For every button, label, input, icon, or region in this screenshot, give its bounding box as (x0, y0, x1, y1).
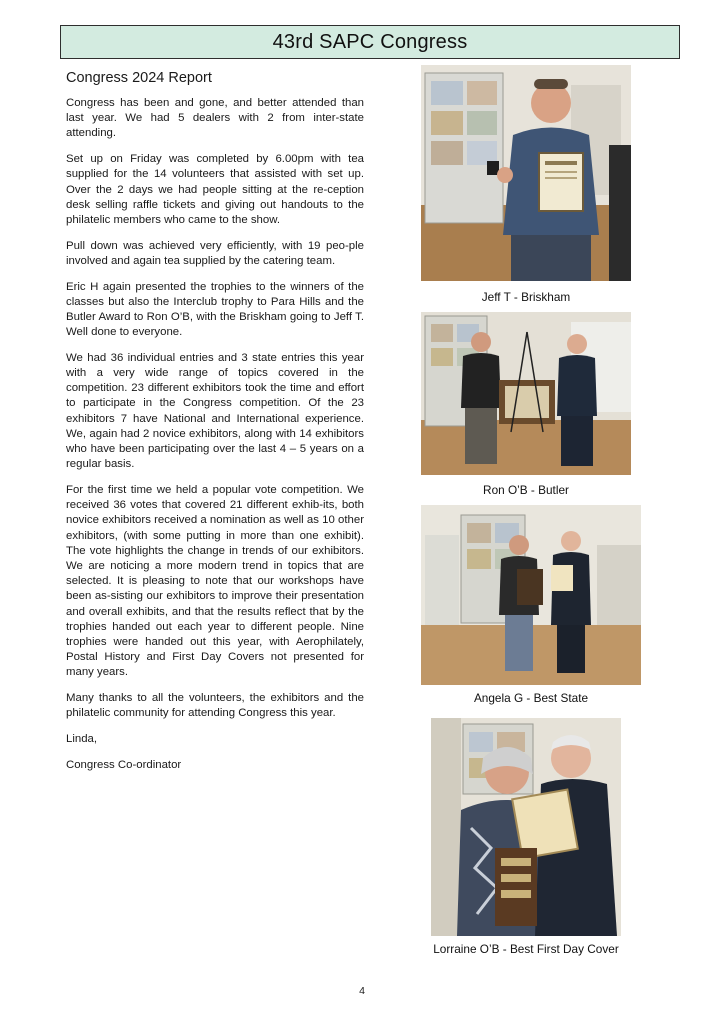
photo-illustration (431, 718, 621, 936)
article-paragraph: We had 36 individual entries and 3 state entries this year with a very wide range of topics covered in the competition. 23 different exhibitors took the time and effort to participate in the Congress competition. Of the 23 exhibitors 7 have National and International experience. We, again had 2 novice exhibitors, along with 14 exhibitors who have been participating over the last 4 – 5 years on a regular basis. (66, 351, 364, 471)
header-bar (60, 25, 680, 59)
article-paragraph: Many thanks to all the volunteers, the exhibitors and the philatelic community for attending Congress this year. (66, 692, 364, 720)
photo-caption: Ron O’B - Butler (483, 483, 569, 497)
photo-ron-ob (421, 312, 631, 475)
photo-angela-g (421, 505, 641, 685)
article-paragraph: Congress has been and gone, and better attended than last year. We had 5 dealers with 2 from inter-state attending. (66, 97, 364, 140)
photo-caption: Lorraine O’B - Best First Day Cover (433, 942, 619, 956)
photo-caption: Jeff T - Briskham (481, 290, 571, 304)
article (66, 70, 364, 783)
photo-illustration (421, 312, 631, 475)
photo-illustration (421, 505, 641, 685)
article-paragraph: For the first time we held a popular vote competition. We received 36 votes that covered 21 different exhib-its, both novice exhibitors received a nomination as well as 10 other exhibitors, (with some putting in more than one exhibit). The vote highlights the change in trends of our exhibitors. We are noticing a more modern trend in topics that are selected. It is pleasing to note that our workshops have been as-sisting our exhibitors to improve their presentation and overall exhibits, and that the results reflect that by the trophies handed out each year to different people. Nine trophies were handed out this year, with Aerophilately, Postal History and First Day Covers not presented for many years. (66, 483, 364, 679)
page-number: 4 (359, 985, 365, 997)
photo-lorraine-ob (431, 718, 621, 936)
signature-name: Linda, (66, 733, 98, 746)
photo-illustration (421, 65, 631, 281)
page-header-title: 43rd SAPC Congress (272, 30, 468, 53)
article-paragraph: Pull down was achieved very efficiently, with 19 peo-ple involved and again tea supplied by the catering team. (66, 239, 364, 267)
article-title: Congress 2024 Report (66, 70, 212, 86)
article-paragraph: Set up on Friday was completed by 6.00pm with tea supplied for the 14 volunteers that assisted with set up. Over the 2 days we had people sitting at the re-ception desk selling raffle tickets and giving out handouts to the philatelic members who came to the show. (66, 153, 364, 226)
signature-role: Congress Co-ordinator (66, 758, 182, 771)
article-paragraph: Eric H again presented the trophies to the winners of the classes but also the Interclub trophy to Para Hills and the Butler Award to Ron O’B, with the Briskham going to Jeff T. Well done to everyone. (66, 280, 364, 339)
photo-caption: Angela G - Best State (473, 691, 589, 705)
photo-jeff-t (421, 65, 631, 281)
